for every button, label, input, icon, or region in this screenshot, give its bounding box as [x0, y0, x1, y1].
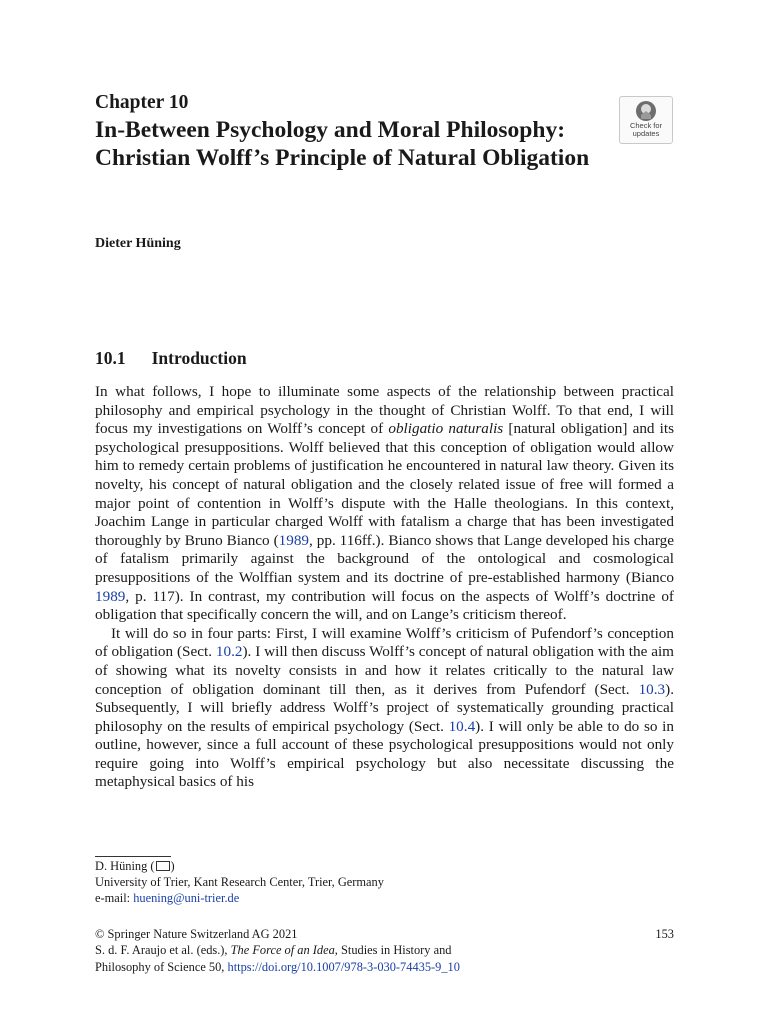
citation-link-bianco-1989[interactable]: 1989 [278, 531, 310, 549]
section-title: Introduction [151, 348, 247, 368]
book-title: The Force of an Idea [230, 943, 335, 958]
footnote-author-line: D. Hüning ( ) [95, 859, 175, 873]
section-link-10-3[interactable]: 10.3 [638, 680, 666, 698]
footnote-rule [95, 856, 171, 857]
body-text [95, 383, 674, 792]
section-link-10-4[interactable]: 10.4 [448, 717, 476, 735]
mail-icon[interactable] [156, 861, 170, 871]
footnote-affiliation: University of Trier, Kant Research Center, Trier, Germany [95, 875, 384, 889]
section-heading [95, 348, 247, 369]
page-number: 153 [655, 927, 674, 941]
author-footnote [95, 856, 674, 906]
chapter-number: Chapter 10 [95, 92, 189, 113]
check-for-updates-icon [635, 100, 657, 122]
copyright-line: © Springer Nature Switzerland AG 2021 [95, 927, 298, 941]
check-for-updates-button[interactable] [619, 96, 673, 144]
citation-line: S. d. F. Araujo et al. (eds.), The Force of an Idea, Studies in History and [95, 943, 452, 958]
doi-line: Philosophy of Science 50, https://doi.org/10.1007/978-3-030-74435-9_10 [95, 959, 460, 974]
copyright-block [95, 926, 674, 975]
paragraph-2: It will do so in four parts: First, I will examine Wolff’s criticism of Pufendorf’s conception of obligation (Sect. 10.2). I will then discuss Wolff’s concept of natural obligation with the aim of showing what its novelty consists in and how it relates critically to the natural law conception of obligation dominant till then, as it derives from Pufendorf (Sect. 10.3). Subsequently, I will briefly address Wolff’s project of systematically grounding practical philosophy on the results of empirical psychology (Sect. 10.4). I will only be able to do so in outline, however, since a full account of these psychological presuppositions would not only require going into Wolff’s empirical psychology but also necessitate discussing the metaphysical basics of his [95, 624, 674, 791]
footnote-email-line: e-mail: huening@uni-trier.de [95, 891, 240, 905]
author-name: Dieter Hüning [95, 236, 181, 251]
badge-label-2: updates [632, 129, 660, 138]
badge-label-1: Check for [629, 121, 663, 130]
paragraph-1: In what follows, I hope to illuminate some aspects of the relationship between practical philosophy and empirical psychology in the thought of Christian Wolff. To that end, I will focus my investigations on Wolff’s concept of obligatio naturalis [natural obligation] and its psychological presuppositions. Wolff believed that this conception of obligation would allow him to remedy certain problems of justification he encountered in natural law theory. Given its novelty, his concept of natural obligation and the closely related issue of free will formed a major point of contention in Wolff’s dispute with the Halle theologians. In this context, Joachim Lange in particular charged Wolff with fatalism a charge that has been investigated thoroughly by Bruno Bianco (1989, pp. 116ff.). Bianco shows that Lange developed his charge of fatalism primarily against the background of the ontological and cosmological presuppositions of the Wolffian system and its doctrine of pre-established harmony (Bianco 1989, p. 117). In contrast, my contribution will focus on the aspects of Wolff’s doctrine of obligation that specifically concern the will, and on Lange’s criticism thereof. [95, 383, 675, 624]
doi-link[interactable]: https://doi.org/10.1007/978-3-030-74435-9_10 [227, 959, 460, 974]
email-link[interactable]: huening@uni-trier.de [133, 891, 240, 905]
citation-link-bianco-1989-2[interactable]: 1989 [95, 587, 126, 605]
chapter-title: In-Between Psychology and Moral Philosophy: Christian Wolff’s Principle of Natural Obligation [95, 117, 590, 171]
section-link-10-2[interactable]: 10.2 [215, 643, 243, 661]
italic-term: obligatio naturalis [388, 420, 504, 438]
section-number: 10.1 [95, 348, 126, 368]
